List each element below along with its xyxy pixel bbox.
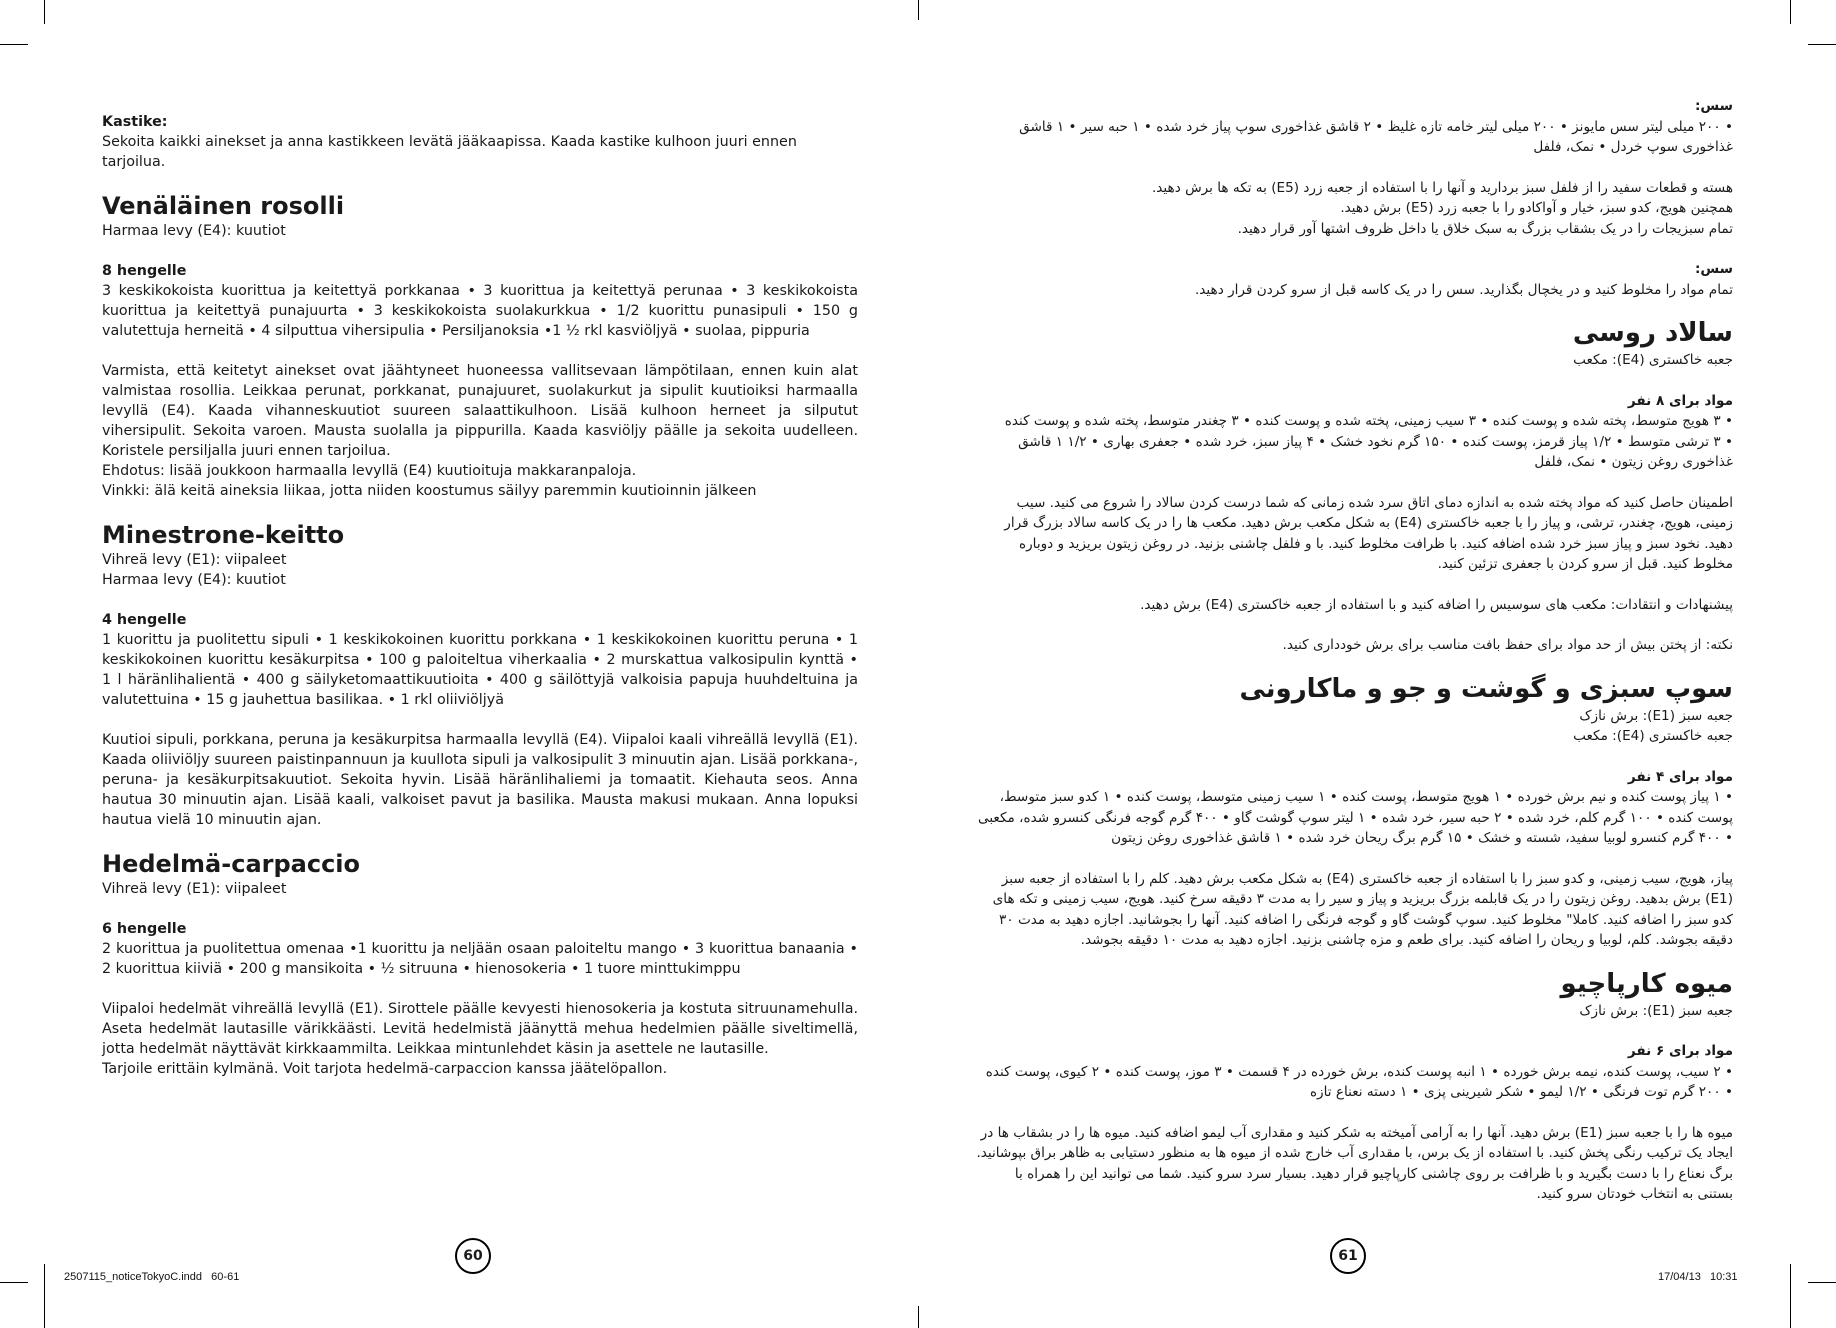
tip-text: پیشنهادات و انتقادات: مکعب های سوسیس را اضافه کنید و با استفاده از جعبه خاکستری (E4) برش دهید. [1140,596,1733,613]
kastike-text: Sekoita kaikki ainekset ja anna kastikkeen levätä jääkaapissa. Kaada kastike kulhoon juuri ennen tarjoilua. [102,134,797,170]
crop-mark [918,1306,919,1328]
tip-text: Ehdotus: lisää joukkoon harmaalla levyllä (E4) kuutioituja makkaranpaloja. [102,463,637,479]
disc-line: جعبه سبز (E1): برش نازک [1579,707,1733,724]
crop-mark [1790,0,1791,24]
ingredients-text: • ۲ سیب، پوست کنده، نیمه برش خورده • ۱ انبه پوست کنده، برش خورده در ۴ قسمت • ۳ موز، پوست کنده • ۲ کیوی، پوست کنده [985,1063,1733,1080]
serve-text: Tarjoile erittäin kylmänä. Voit tarjota hedelmä-carpaccion kanssa jäätelöpallon. [102,1061,668,1077]
right-page [976,96,1733,1205]
ingredients-text: • ۲۰۰ گرم توت فرنگی • ۱/۲ لیمو • شکر شیرینی پزی • ۱ دسته نعناع تازه [1309,1084,1733,1100]
ingredients-text: 1 kuorittu ja puolitettu sipuli • 1 keskikokoinen kuorittu porkkana • 1 keskikokoinen kuorittu peruna • 1 keskikokoinen kuorittu kesäkurpitsa • 100 g paloiteltua viherkaalia • 2 murskattua valkosipulin kynttä • 1 l häränlihalientä • 400 g säilyketomaattikuutioita • 400 g säilöttyjä valkoisia papuja huuhdeltuina ja valutettuina • 15 g jauhettua basilikaa. • 1 rkl oliiviöljyä [102,632,858,708]
method-text: میوه ها را با جعبه سبز (E1) برش دهید. آنها را به آرامی آمیخته به شکر کنید و مقداری آب لیمو اضافه کنید. میوه ها را در بشقاب ها در ایجاد یک ترکیب رنگی پخش کنید. با استفاده از یک برس، با مقداری آب خارج شده از میوه ها به منظور دستیابی به ظاهر براق بپوشانید. برگ نعناع را با دست بگیرید و با ظرافت بر روی چاشنی کارپاچیو قرار دهید. بسیار سرد سرو کنید. شما می توانید این را همراه با بستنی به انتخاب خودتان سرو کنید. [976,1124,1733,1202]
crop-mark [0,44,28,45]
page-number: 60 [455,1238,491,1274]
crop-mark [44,1264,45,1328]
ingredients-text: • ۳ ترشی متوسط • ۱/۲ پیاز قرمز، پوست کنده • ۱۵۰ گرم نخود خشک • ۴ پیاز سبز، خرد شده • جعفری بهاری • ۱/۲ ۱ قاشق غذاخوری روغن زیتون • نمک، فلفل [1018,433,1733,470]
ingredients-text: 2 kuorittua ja puolitettua omenaa •1 kuorittu ja neljään osaan paloiteltu mango • 3 kuorittua banaania • 2 kuorittua kiiviä • 200 g mansikoita • ½ sitruuna • hienosokeria • 1 tuore minttukimppu [102,941,858,977]
tip-text: نکته: از پختن بیش از حد مواد برای حفظ بافت مناسب برای برش خودداری کنید. [1282,637,1733,653]
ingredients-text: • ۱ پیاز پوست کنده و نیم برش خورده • ۱ هویج متوسط، پوست کنده • ۱ سیب زمینی متوسط، پوست کنده • ۱ کدو سبز متوسط، پوست کنده • ۱۰۰ گرم کلم، خرد شده • ۲ حبه سیر، خرد شده • ۱ لیتر سوپ گوشت گاو • ۴۰۰ گرم گوجه فرنگی کنسرو شده، مکعبی • ۴۰۰ گرم کنسرو لوبیا سفید، شسته و خشک • ۱۵ گرم برگ ریحان خرد شده • ۱ قاشق غذاخوری روغن زیتون [977,789,1733,846]
disc-line: Vihreä levy (E1): viipaleet [102,552,287,568]
method-text: اطمینان حاصل کنید که مواد پخته شده به اندازه دمای اتاق سرد شده زمانی که شما درست کردن سالاد را شروع می کنید. سیب زمینی، هویج، چغندر، ترشی، و پیاز را با جعبه خاکستری (E4) به شکل مکعب برش دهید. مکعب ها را در یک کاسه سالاد بزرگ قرار دهید. نخود سبز و پیاز سبز خرد شده اضافه کنید. با ظرافت مخلوط کنید. با و فلفل چاشنی بزنید. در روغن زیتون بریزید و دوباره مخلوط کنید. قبل از سرو کردن با جعفری تزئین کنید. [1004,494,1733,572]
tip-text: Vinkki: älä keitä aineksia liikaa, jotta niiden koostumus säilyy paremmin kuutioinnin jälkeen [102,483,757,499]
serving-label: مواد برای ۸ نفر [1627,392,1733,409]
ingredients-text: • ۳ هویج متوسط، پخته شده و پوست کنده • ۳ سیب زمینی، پخته شده و پوست کنده • ۳ چغندر متوسط، پخته شده و پوست کنده [1004,413,1733,429]
kastike-label: Kastike: [102,114,168,130]
method-text: Viipaloi hedelmät vihreällä levyllä (E1). Sirottele päälle kevyesti hienosokeria ja kostuta sitruunamehulla. Aseta hedelmät lautasille värikkäästi. Levitä hedelmistä jäänyttä mehua hedelmien päälle siveltimellä, jotta hedelmät näyttävät kirkkaammilta. Leikkaa mintunlehdet käsin ja asettele ne lautasille. [102,1001,858,1057]
sauce-label: سس: [1694,261,1733,277]
recipe-title-minestrone: Minestrone-keitto [102,521,345,549]
disc-line: جعبه خاکستری (E4): مکعب [1573,352,1733,368]
ingredients-text: • ۲۰۰ میلی لیتر سس مایونز • ۲۰۰ میلی لیتر خامه تازه غلیظ • ۲ قاشق غذاخوری سوپ پیاز خرد شده • ۱ حبه سیر • ۱ قاشق غذاخوری سوپ خردل • نمک، فلفل [1019,118,1733,155]
left-page [102,112,858,1079]
recipe-title-carpaccio: Hedelmä-carpaccio [102,850,361,878]
disc-line: Vihreä levy (E1): viipaleet [102,881,287,897]
crop-mark [1808,1282,1836,1283]
serving-label: 6 hengelle [102,921,187,937]
disc-line: جعبه سبز (E1): برش نازک [1579,1002,1733,1019]
page-number: 61 [1330,1238,1366,1274]
crop-mark [0,1282,28,1283]
recipe-title-rosolli: Venäläinen rosolli [102,192,345,220]
crop-mark [1808,44,1836,45]
serving-label: مواد برای ۴ نفر [1627,768,1733,785]
recipe-title-carpaccio-fa: میوه کارپاچیو [1560,968,1733,999]
crop-mark [1790,1264,1791,1328]
disc-line: جعبه خاکستری (E4): مکعب [1573,728,1733,744]
slug-date: 17/04/13 10:31 [1658,1271,1738,1283]
disc-line: Harmaa levy (E4): kuutiot [102,223,286,239]
serving-label: 4 hengelle [102,612,187,628]
method-text: همچنین هویج، کدو سبز، خیار و آواکادو را با جعبه زرد (E5) برش دهید. [1340,200,1733,216]
crop-mark [44,0,45,24]
method-text: Varmista, että keitetyt ainekset ovat jäähtyneet huoneessa vallitsevaan lämpötilaan, ennen kuin alat valmistaa rosollia. Leikkaa perunat, porkkanat, punajuuret, suolakurkut ja sipulit kuutioiksi harmaalla levyllä (E4). Kaada vihanneskuutiot suureen salaattikulhoon. Lisää kulhoon herneet ja silputut vihersipulit. Sekoita varoen. Mausta suolalla ja pippurilla. Kaada kasviöljy päälle ja sekoita uudelleen. Koristele persiljalla juuri ennen tarjoilua. [102,363,858,459]
serving-label: 8 hengelle [102,263,187,279]
recipe-title-minestrone-fa: سوپ سبزی و گوشت و جو و ماکارونی [1239,673,1733,704]
recipe-title-rosolli-fa: سالاد روسی [1572,318,1733,348]
disc-line: Harmaa levy (E4): kuutiot [102,572,286,588]
sauce-label: سس: [1694,98,1733,114]
method-text: تمام سبزیجات را در یک بشقاب بزرگ به سبک خلاق یا داخل ظروف اشتها آور قرار دهید. [1237,220,1733,237]
crop-mark [918,0,919,20]
method-text: پیاز، هویج، سیب زمینی، و کدو سبز را با استفاده از جعبه خاکستری (E4) به شکل مکعب برش دهید. کلم را با استفاده از جعبه سبز (E1) برش بدهید. روغن زیتون را در یک قابلمه بزرگ بریزید و پیاز و سیر را به مدت ۳ دقیقه سرخ کنید. هویج، سیب زمینی و تکه های کدو سبز را اضافه کنید. کاملا" مخلوط کنید. سوپ گوشت گاو و گوجه فرنگی را اضافه کنید. آنها را بجوشانید. اجازه دهید به مدت ۳۰ دقیقه بجوشد. کلم، لوبیا و ریحان را اضافه کنید. برای طعم و مزه چاشنی بزنید. اجازه دهید به مدت ۱۰ دقیقه بجوشد. [992,870,1733,948]
method-text: Kuutioi sipuli, porkkana, peruna ja kesäkurpitsa harmaalla levyllä (E4). Viipaloi kaali vihreällä levyllä (E1). Kaada oliiviöljy suureen paistinpannuun ja kuullota sipuli ja valkosipulit 3 minuutin ajan. Lisää porkkana-, peruna- ja kesäkurpitsakuutiot. Sekoita hyvin. Lisää häränlihaliemi ja tomaatit. Kiehauta seos. Anna hautua 30 minuutin ajan. Lisää kaali, valkoiset pavut ja basilika. Mausta makusi mukaan. Anna lopuksi hautua vielä 10 minuutin ajan. [102,732,858,828]
method-text: تمام مواد را مخلوط کنید و در یخچال بگذارید. سس را در یک کاسه قبل از سرو کردن قرار دهید. [1194,281,1733,298]
serving-label: مواد برای ۶ نفر [1627,1043,1733,1059]
ingredients-text: 3 keskikokoista kuorittua ja keitettyä porkkanaa • 3 kuorittua ja keitettyä perunaa • 3 keskikokoista kuorittua ja keitettyä punajuurta • 3 keskikokoista suolakurkkua • 1/2 kuorittu punasipuli • 150 g valutettuja herneitä • 4 silputtua vihersipulia • Persiljanoksia •1 ½ rkl kasviöljyä • suolaa, pippuria [102,283,858,339]
slug-file: 2507115_noticeTokyoC.indd 60-61 [64,1271,240,1283]
method-text: هسته و قطعات سفید را از فلفل سبز بردارید و آنها را با استفاده از جعبه زرد (E5) به تکه ها برش دهید. [1151,179,1733,196]
